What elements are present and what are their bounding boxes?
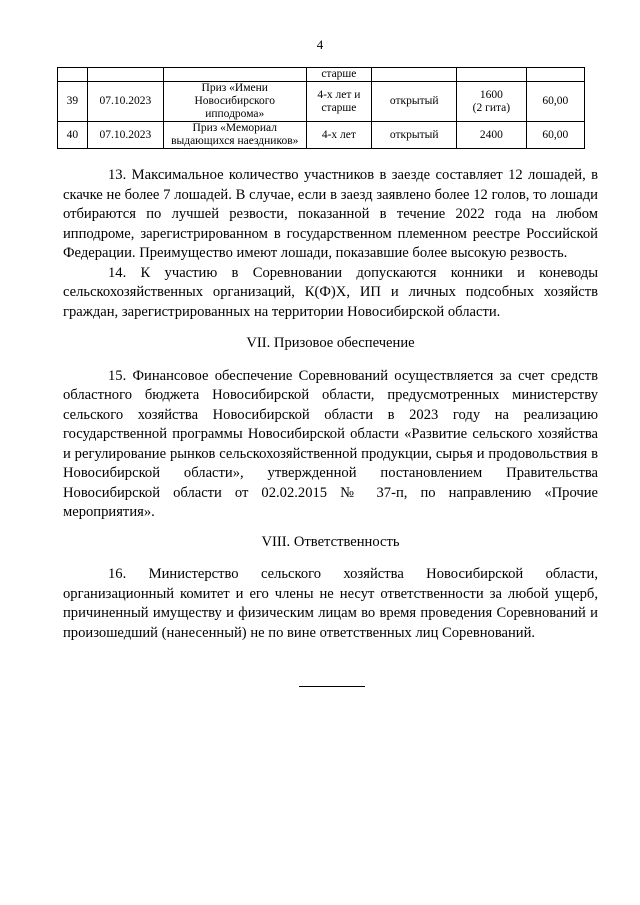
cell-distance [457,82,526,122]
paragraph-15: 15. Финансовое обеспечение Соревнований осуществляется за счет средств областного бюджета Новосибирской области, предусмотренных министерству сельского хозяйства Новосибирской области в 2023 году на реализацию государственной программы Новосибирской области «Развитие сельского хозяйства и регулирование рынков сельскохозяйственной продукции, сырья и продовольствия в Новосибирской области», утвержденной постановлением Правительства Новосибирской области от 02.02.2015 № 37-п, по направлению «Прочие мероприятия». [63,367,598,520]
cell-distance [457,122,526,149]
table-row [58,68,585,82]
cell-age [306,82,372,122]
cell-date [87,68,163,82]
table-row [58,122,585,149]
cell-distance-line: 1600 [479,88,503,101]
paragraph-16: 16. Министерство сельского хозяйства Новосибирской области, организационный комитет и его члены не несут ответственности за любой ущерб, причиненный имуществу и физическим лицам во время проведения Соревнований и произошедший (нанесенный) не по вине ответственных лиц Соревнований. [63,566,598,641]
cell-type: открытый [372,122,457,149]
cell-prize-line: Новосибирского [194,95,275,107]
cell-prize [163,82,306,122]
results-table [57,67,585,149]
results-table-body [58,68,585,149]
cell-distance-line: (2 гита) [472,101,511,114]
cell-prize [163,68,306,82]
cell-age [306,122,372,149]
section-heading-vii: VII. Призовое обеспечение [246,335,415,351]
page-number: 4 [316,37,324,52]
cell-age-line: старше [321,68,357,80]
cell-number: 39 [58,82,88,122]
cell-amount: 60,00 [526,122,584,149]
document-body [63,166,598,643]
cell-prize-line: Приз «Мемориал [192,122,277,134]
cell-prize [163,122,306,149]
cell-distance-line: 2400 [479,128,503,141]
cell-prize-line: Приз «Имени [201,82,268,94]
cell-age-line: старше [321,101,357,114]
cell-type [372,68,457,82]
table-row [58,82,585,122]
cell-number: 40 [58,122,88,149]
paragraph-14: 14. К участию в Соревновании допускаются конники и коневоды сельскохозяйственных организаций, К(Ф)Х, ИП и личных подсобных хозяйств граждан, зарегистрированных на территории Новосибирской области. [63,264,598,320]
cell-age-line: 4-х лет и [317,88,361,101]
cell-number [58,68,88,82]
end-divider-line [299,686,365,687]
cell-age-line: 4-х лет [321,128,356,141]
paragraph-13: 13. Максимальное количество участников в заезде составляет 12 лошадей, в скачке не более 7 лошадей. В случае, если в заезд заявлено более 12 голов, то лошади отбираются по лучшей резвости, показанной в течение 2022 года на любом ипподроме, зарегистрированном в государственном племенном реестре Российской Федерации. Преимущество имеют лошади, показавшие более высокую резвость. [63,167,598,261]
section-heading-viii: VIII. Ответственность [261,533,400,550]
cell-type: открытый [372,82,457,122]
cell-date: 07.10.2023 [87,122,163,149]
cell-date: 07.10.2023 [87,82,163,122]
cell-amount [526,68,584,82]
cell-age [306,68,372,82]
cell-prize-line: выдающихся наездников» [171,135,299,147]
cell-amount: 60,00 [526,82,584,122]
cell-distance [457,68,526,82]
cell-prize-line: ипподрома» [205,108,265,120]
